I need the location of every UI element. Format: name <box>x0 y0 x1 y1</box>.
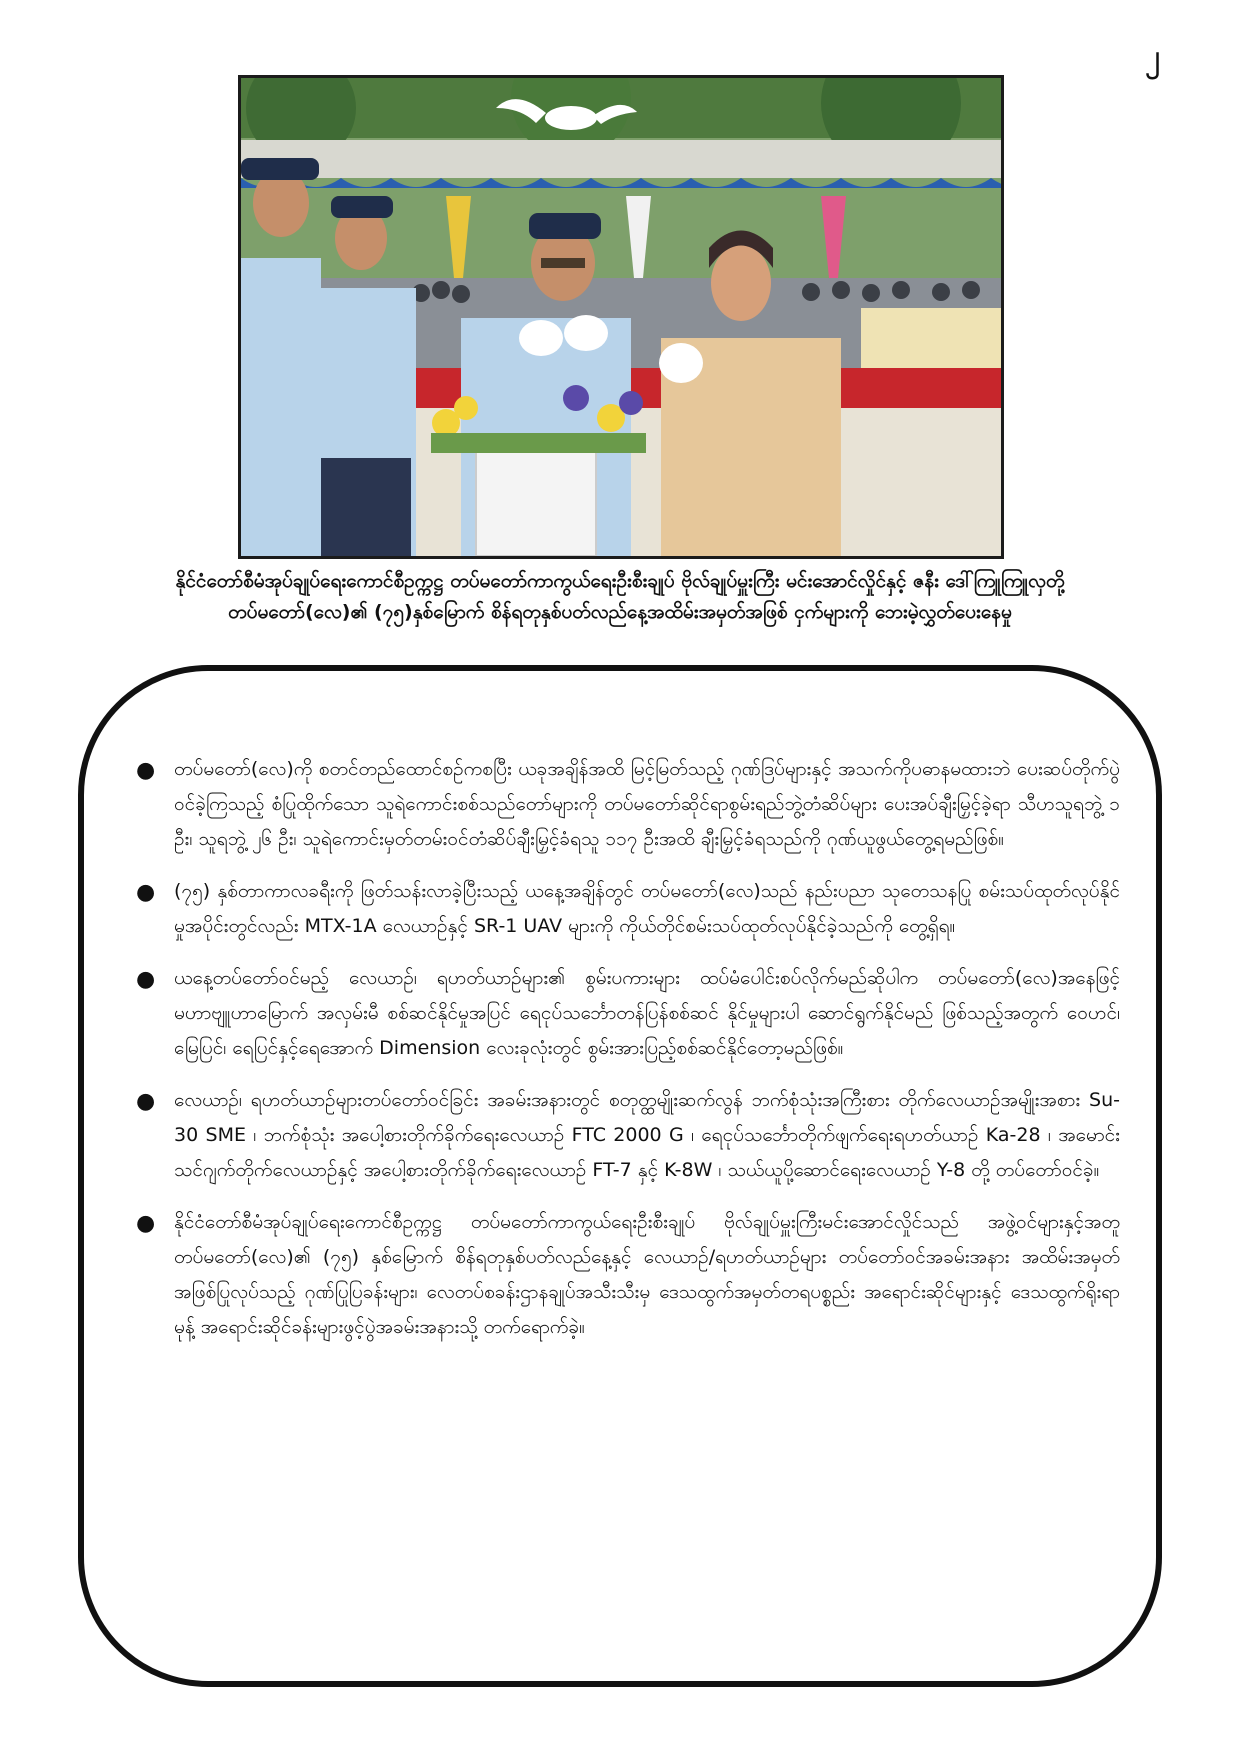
bullet-icon: ● <box>136 880 156 905</box>
bullet-icon: ● <box>136 1211 156 1236</box>
bullet-text: လေယာဉ်၊ ရဟတ်ယာဉ်များတပ်တော်ဝင်ခြင်း အခမ်းအနားတွင် စတုတ္ထမျိုးဆက်လွန် ဘက်စုံသုံးအကြီးစား တိုက်လေယာဉ်အမျိုးအစား Su-30 SME ၊ ဘက်စုံသုံး အပေါ့စားတိုက်ခိုက်ရေးလေယာဉ် FTC 2000 G ၊ ရေငုပ်သင်္ဘောတိုက်ဖျက်ရေးရဟတ်ယာဉ် Ka-28 ၊ အမောင်းသင်ဂျက်တိုက်လေယာဉ်နှင့် အပေါ့စားတိုက်ခိုက်ရေးလေယာဉ် FT-7 နှင့် K-8W ၊ သယ်ယူပို့ဆောင်ရေးလေယာဉ် Y-8 တို့ တပ်တော်ဝင်ခဲ့။ <box>174 1089 1120 1181</box>
bullet-icon: ● <box>136 1089 156 1114</box>
ceremony-photo <box>238 75 1004 559</box>
list-item <box>130 1083 1120 1188</box>
bullet-text: ယနေ့တပ်တော်ဝင်မည့် လေယာဉ်၊ ရဟတ်ယာဉ်များ၏ စွမ်းပကားများ ထပ်မံပေါင်းစပ်လိုက်မည်ဆိုပါက တပ်မတော်(လေ)အနေဖြင့် မဟာဗျူဟာမြောက် အလှမ်းမီ စစ်ဆင်နိုင်မှုအပြင် ရေငုပ်သင်္ဘောတန်ပြန်စစ်ဆင် နိုင်မှုများပါ ဆောင်ရွက်နိုင်မည် ဖြစ်သည့်အတွက် ဝေဟင်၊ မြေပြင်၊ ရေပြင်နှင့်ရေအောက် Dimension လေးခုလုံးတွင် စွမ်းအားပြည့်စစ်ဆင်နိုင်တော့မည်ဖြစ်။ <box>174 967 1120 1059</box>
list-item <box>130 752 1120 857</box>
page-number: ၂ <box>1145 39 1160 74</box>
bullet-icon: ● <box>136 758 156 783</box>
bullet-text: တပ်မတော်(လေ)ကို စတင်တည်ထောင်စဉ်ကစပြီး ယခုအချိန်အထိ မြင့်မြတ်သည့် ဂုဏ်ဒြပ်များနှင့် အသက်ကိုပဓာနမထားဘဲ ပေးဆပ်တိုက်ပွဲဝင်ခဲ့ကြသည့် စံပြုထိုက်သော သူရဲကောင်းစစ်သည်တော်များကို တပ်မတော်ဆိုင်ရာစွမ်းရည်ဘွဲ့တံဆိပ်များ ပေးအပ်ချီးမြှင့်ခဲ့ရာ သီဟသူရဘွဲ့ ၁ ဦး၊ သူရဘွဲ့ ၂၆ ဦး၊ သူရဲကောင်းမှတ်တမ်းဝင်တံဆိပ်ချီးမြှင့်ခံရသူ ၁၁၇ ဦးအထိ ချီးမြှင့်ခံရသည်ကို ဂုဏ်ယူဖွယ်တွေ့ရမည်ဖြစ်။ <box>174 758 1120 850</box>
list-item <box>130 1205 1120 1345</box>
caption-line-1: နိုင်ငံတော်စီမံအုပ်ချုပ်ရေးကောင်စီဥက္ကဋ္ဌ တပ်မတော်ကာကွယ်ရေးဦးစီးချုပ် ဗိုလ်ချုပ်မှူးကြီး မင်းအောင်လှိုင်နှင့် ဇနီး ဒေါ်ကြူကြူလှတို့ <box>175 570 1065 592</box>
photo-caption <box>80 566 1160 628</box>
bullet-text: (၇၅) နှစ်တာကာလခရီးကို ဖြတ်သန်းလာခဲ့ပြီးသည့် ယနေ့အချိန်တွင် တပ်မတော်(လေ)သည် နည်းပညာ သုတေသနပြု စမ်းသပ်ထုတ်လုပ်နိုင်မှုအပိုင်းတွင်လည်း MTX-1A လေယာဉ်နှင့် SR-1 UAV များကို ကိုယ်တိုင်စမ်းသပ်ထုတ်လုပ်နိုင်ခဲ့သည်ကို တွေ့ရှိရ။ <box>174 880 1120 937</box>
list-item <box>130 961 1120 1066</box>
bullet-icon: ● <box>136 967 156 992</box>
caption-line-2: တပ်မတော်(လေ)၏ (၇၅)နှစ်မြောက် စိန်ရတုနှစ်ပတ်လည်နေ့အထိမ်းအမှတ်အဖြစ် ငှက်များကို ဘေးမဲ့လွှတ်ပေးနေမှု <box>228 601 1012 623</box>
list-item <box>130 874 1120 944</box>
bullet-text: နိုင်ငံတော်စီမံအုပ်ချုပ်ရေးကောင်စီဥက္ကဋ္ဌ တပ်မတော်ကာကွယ်ရေးဦးစီးချုပ် ဗိုလ်ချုပ်မှူးကြီးမင်းအောင်လှိုင်သည် အဖွဲ့ဝင်များနှင့်အတူ တပ်မတော်(လေ)၏ (၇၅) နှစ်မြောက် စိန်ရတုနှစ်ပတ်လည်နေ့နှင့် လေယာဉ်/ရဟတ်ယာဉ်များ တပ်တော်ဝင်အခမ်းအနား အထိမ်းအမှတ်အဖြစ်ပြုလုပ်သည့် ဂုဏ်ပြုပြခန်းများ၊ လေတပ်စခန်းဌာနချုပ်အသီးသီးမှ ဒေသထွက်အမှတ်တရပစ္စည်း အရောင်းဆိုင်များနှင့် ဒေသထွက်ရိုးရာမုန့် အရောင်းဆိုင်ခန်းများဖွင့်ပွဲအခမ်းအနားသို့ တက်ရောက်ခဲ့။ <box>174 1211 1120 1338</box>
bullet-list <box>130 752 1120 1362</box>
